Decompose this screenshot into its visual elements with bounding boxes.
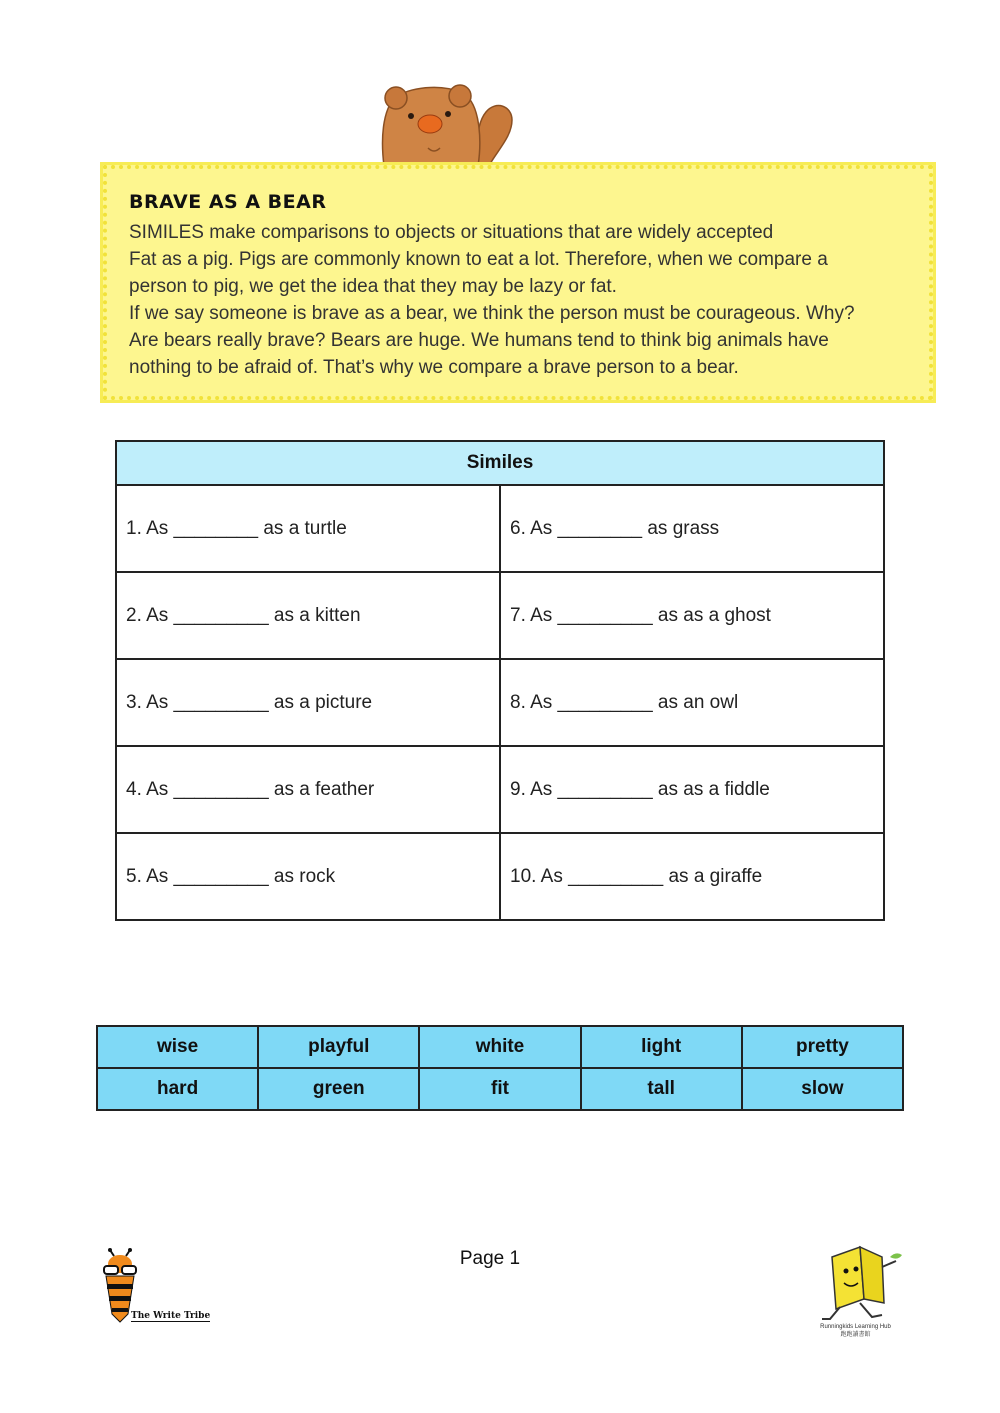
note-line: Fat as a pig. Pigs are commonly known to eat a lot. Therefore, when we compare a (129, 249, 828, 270)
word-bank (96, 1025, 904, 1111)
simile-item-10: 10. As _________ as a giraffe (500, 833, 884, 920)
running-book-logo-icon (812, 1243, 907, 1323)
word-bank-cell: light (581, 1026, 742, 1068)
note-line: SIMILES make comparisons to objects or situations that are widely accepted (129, 222, 774, 243)
table-row (116, 485, 884, 572)
table-row (116, 833, 884, 920)
word-bank-cell: fit (419, 1068, 580, 1110)
simile-item-4: 4. As _________ as a feather (116, 746, 500, 833)
table-row (116, 746, 884, 833)
table-row (97, 1026, 903, 1068)
similes-table (115, 440, 885, 921)
simile-item-3: 3. As _________ as a picture (116, 659, 500, 746)
simile-item-6: 6. As ________ as grass (500, 485, 884, 572)
word-bank-cell: slow (742, 1068, 903, 1110)
right-logo-text-line-2: 跑跑讀書館 (840, 1332, 871, 1338)
word-bank-cell: pretty (742, 1026, 903, 1068)
simile-item-2: 2. As _________ as a kitten (116, 572, 500, 659)
left-logo-text: The Write Tribe (131, 1311, 211, 1321)
word-bank-cell: tall (581, 1068, 742, 1110)
right-logo-text (808, 1323, 903, 1339)
note-line: person to pig, we get the idea that they may be lazy or fat. (129, 276, 617, 297)
word-bank-cell: green (258, 1068, 419, 1110)
word-bank-cell: white (419, 1026, 580, 1068)
word-bank-cell: hard (97, 1068, 258, 1110)
note-line: Are bears really brave? Bears are huge. We humans tend to think big animals have (129, 330, 829, 351)
right-logo-text-line-1: Runningkids Learning Hub (820, 1324, 891, 1330)
table-row (116, 659, 884, 746)
simile-item-7: 7. As _________ as as a ghost (500, 572, 884, 659)
note-title: BRAVE AS A BEAR (129, 191, 327, 213)
simile-item-8: 8. As _________ as an owl (500, 659, 884, 746)
table-row (116, 572, 884, 659)
word-bank-cell: playful (258, 1026, 419, 1068)
note-line: nothing to be afraid of. That’s why we compare a brave person to a bear. (129, 357, 739, 378)
simile-item-9: 9. As _________ as as a fiddle (500, 746, 884, 833)
similes-header: Similes (116, 441, 884, 485)
word-bank-cell: wise (97, 1026, 258, 1068)
table-row (97, 1068, 903, 1110)
page-number: Page 1 (459, 1248, 521, 1269)
note-line: If we say someone is brave as a bear, we think the person must be courageous. Why? (129, 303, 855, 324)
simile-item-5: 5. As _________ as rock (116, 833, 500, 920)
bear-illustration (378, 84, 518, 166)
simile-item-1: 1. As ________ as a turtle (116, 485, 500, 572)
explanation-note (103, 165, 933, 400)
